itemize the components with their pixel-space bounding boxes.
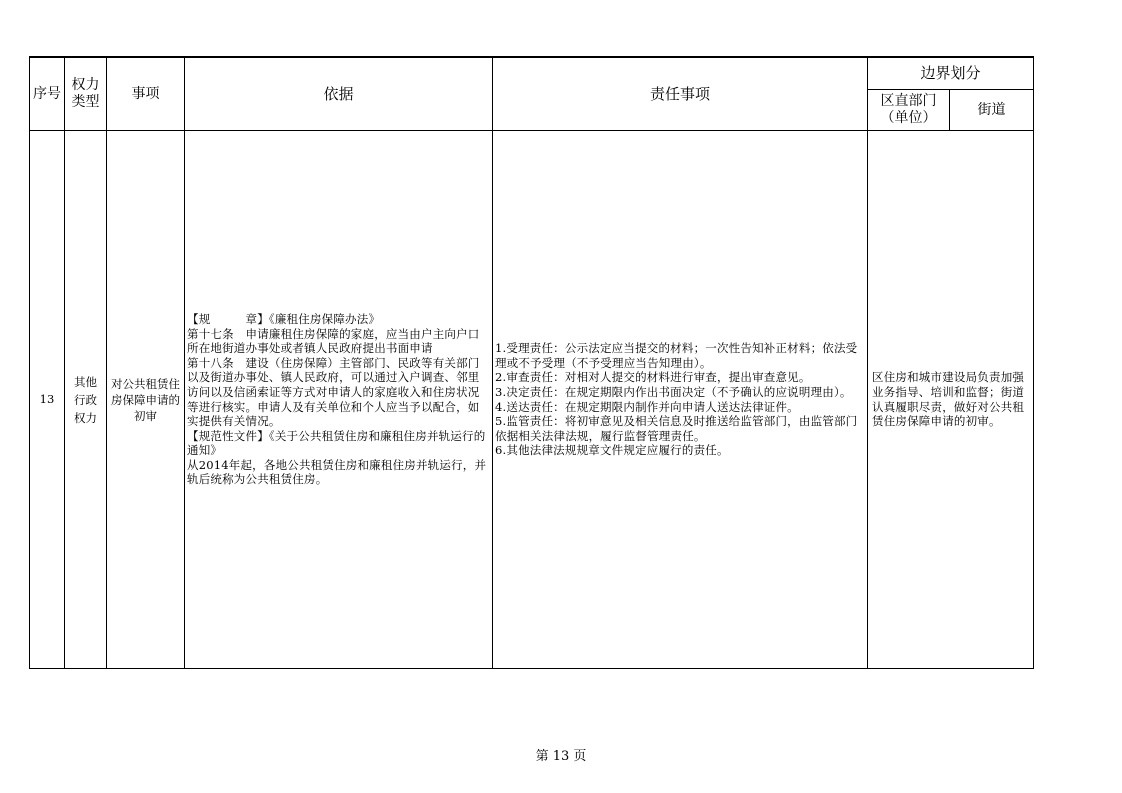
- header-street: 街道: [950, 90, 1034, 131]
- basis-line: 第十八条 建设（住房保障）主管部门、民政等有关部门以及街道办事处、镇人民政府，可以通过入户调查、邻里访问以及信函索证等方式对申请人的家庭收入和住房状况等进行核实。申请人及有关单位和个人应当予以配合，如实提供有关情况。: [187, 355, 480, 429]
- header-boundary: 边界划分: [868, 57, 1034, 90]
- basis-line: 【规 章】《廉租住房保障办法》: [187, 311, 381, 326]
- row-seq: 13: [30, 131, 65, 669]
- basis-line: 从2014年起，各地公共租赁住房和廉租住房并轨运行，并轨后统称为公共租赁住房。: [187, 457, 487, 487]
- row-item-text: 对公共租赁住房保障申请的初审: [111, 376, 180, 423]
- header-dept: [868, 90, 950, 131]
- header-type-label: 权力类型: [71, 77, 100, 110]
- power-list-table: [29, 56, 1034, 669]
- basis-line: 【规范性文件】《关于公共租赁住房和廉租住房并轨运行的通知》: [187, 428, 486, 458]
- header-item: 事项: [107, 57, 185, 131]
- row-duty: [493, 131, 868, 669]
- duty-line: 4.送达责任：在规定期限内制作并向申请人送达法律证件。: [495, 399, 799, 414]
- header-basis: 依据: [185, 57, 493, 131]
- header-duty: 责任事项: [493, 57, 868, 131]
- row-type: [65, 131, 107, 669]
- duty-line: 1.受理责任：公示法定应当提交的材料；一次性告知补正材料；依法受理或不予受理（不予受理应当告知理由）。: [495, 341, 858, 370]
- row-item: [107, 131, 185, 669]
- header-dept-label: 区直部门（单位）: [880, 93, 937, 127]
- duty-line: 2.审查责任：对相对人提交的材料进行审查，提出审查意见。: [495, 370, 811, 385]
- row-basis: [185, 131, 493, 669]
- header-type: [65, 57, 107, 131]
- duty-line: 5.监管责任：将初审意见及相关信息及时推送给监管部门，由监管部门依据相关法律法规，履行监督管理责任。: [495, 414, 858, 443]
- row-type-text: 其他行政权力: [74, 374, 97, 425]
- basis-line: 第十七条 申请廉租住房保障的家庭，应当由户主向户口所在地街道办事处或者镇人民政府提出书面申请: [187, 326, 480, 356]
- duty-line: 6.其他法律法规规章文件规定应履行的责任。: [495, 443, 729, 458]
- header-seq: 序号: [30, 57, 65, 131]
- duty-line: 3.决定责任：在规定期限内作出书面决定（不予确认的应说明理由）。: [495, 384, 852, 399]
- page-number: 第 13 页: [535, 749, 587, 764]
- row-dept: 区住房和城市建设局负责加强业务指导、培训和监督；街道认真履职尽责，做好对公共租赁住房保障申请的初审。: [868, 131, 1034, 669]
